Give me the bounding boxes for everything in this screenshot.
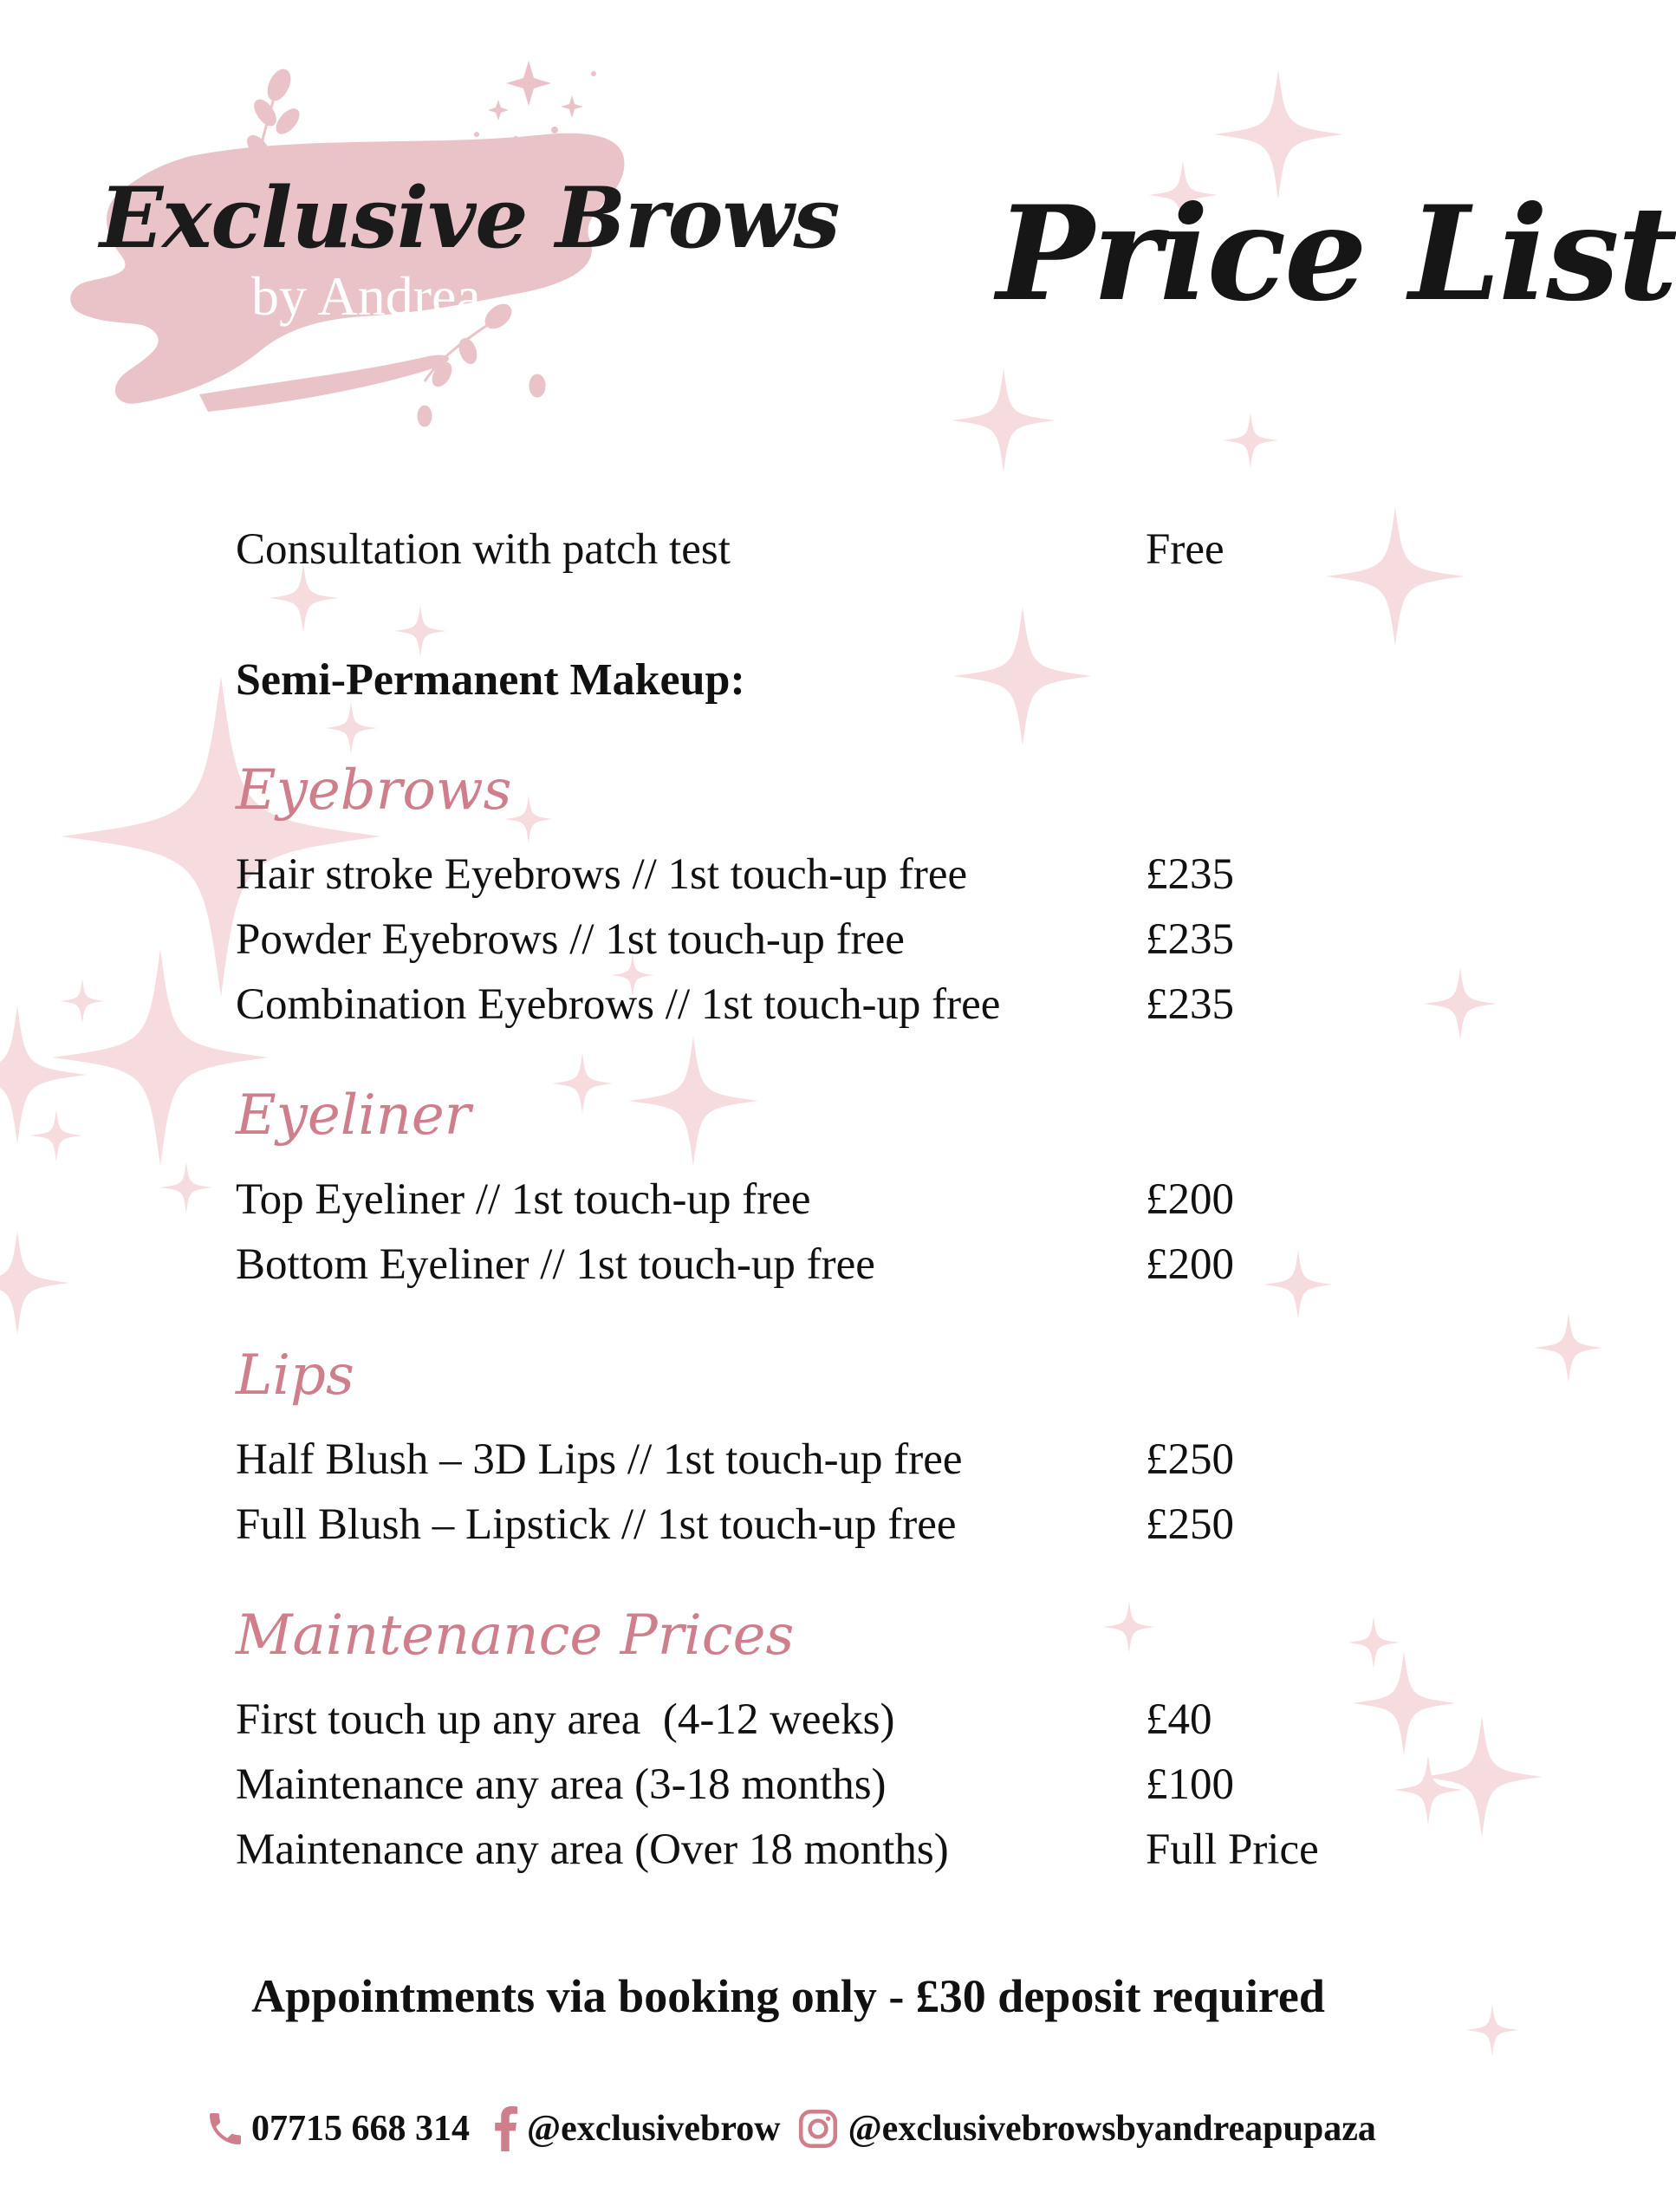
- service-name: Top Eyeliner // 1st touch-up free: [236, 1175, 811, 1224]
- service-price: £235: [1146, 980, 1234, 1029]
- service-price: Free: [1146, 525, 1225, 574]
- instagram-icon: [796, 2107, 840, 2150]
- category-title-lips: Lips: [236, 1343, 354, 1408]
- page-title: Price List: [997, 178, 1676, 330]
- booking-note: Appointments via booking only - £30 deposit required: [251, 1970, 1325, 2022]
- brand-subtitle: by Andrea: [251, 265, 481, 327]
- service-name: Bottom Eyeliner // 1st touch-up free: [236, 1240, 875, 1289]
- service-price: £200: [1146, 1240, 1234, 1289]
- service-price: £200: [1146, 1175, 1234, 1224]
- service-name: Consultation with patch test: [236, 525, 731, 574]
- service-name: First touch up any area (4-12 weeks): [236, 1695, 895, 1744]
- service-price: £40: [1146, 1695, 1212, 1744]
- phone-number[interactable]: 07715 668 314: [251, 2109, 470, 2149]
- category-title-eyeliner: Eyeliner: [236, 1083, 471, 1148]
- phone-icon: [205, 2108, 246, 2150]
- service-name: Powder Eyebrows // 1st touch-up free: [236, 915, 905, 964]
- category-title-eyebrows: Eyebrows: [236, 758, 512, 823]
- service-name: Hair stroke Eyebrows // 1st touch-up free: [236, 850, 968, 899]
- service-name: Half Blush – 3D Lips // 1st touch-up free: [236, 1435, 963, 1484]
- brand-name: Exclusive Brows: [100, 169, 840, 267]
- service-name: Full Blush – Lipstick // 1st touch-up free: [236, 1500, 957, 1549]
- service-price: £235: [1146, 850, 1234, 899]
- contact-bar: [205, 2106, 1376, 2151]
- service-price: £250: [1146, 1500, 1234, 1549]
- service-price: £100: [1146, 1760, 1234, 1809]
- service-name: Maintenance any area (Over 18 months): [236, 1825, 949, 1874]
- service-price: £235: [1146, 915, 1234, 964]
- instagram-handle[interactable]: @exclusivebrowsbyandreapupaza: [848, 2109, 1376, 2149]
- category-title-maintenance: Maintenance Prices: [236, 1604, 795, 1668]
- section-heading: Semi-Permanent Makeup:: [236, 655, 745, 705]
- service-price: £250: [1146, 1435, 1234, 1484]
- service-name: Maintenance any area (3-18 months): [236, 1760, 887, 1809]
- facebook-handle[interactable]: @exclusivebrow: [527, 2109, 781, 2149]
- service-price: Full Price: [1146, 1825, 1319, 1874]
- service-name: Combination Eyebrows // 1st touch-up free: [236, 980, 1001, 1029]
- facebook-icon: [492, 2106, 518, 2151]
